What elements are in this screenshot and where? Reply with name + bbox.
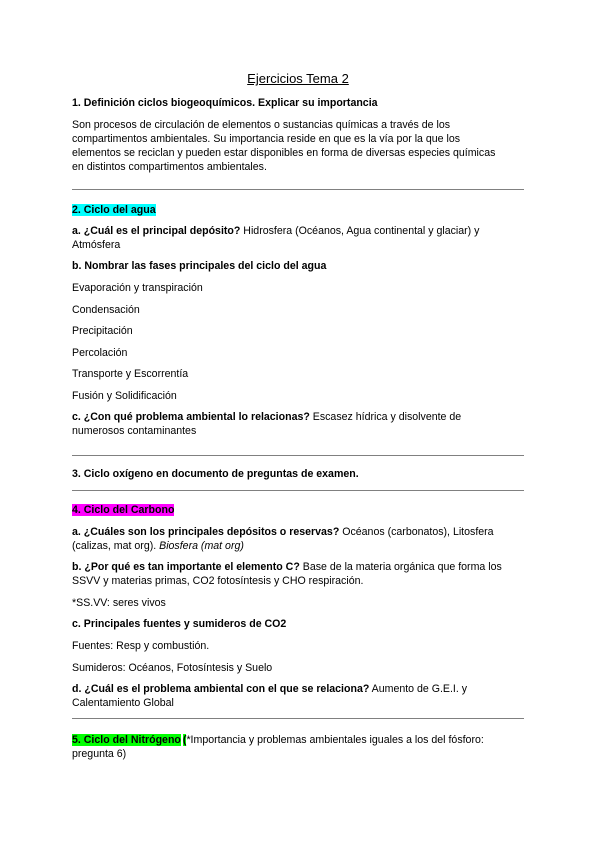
- carbono-heading: 4. Ciclo del Carbono: [72, 504, 175, 516]
- q1-body-line-4: en distintos compartimentos ambientales.: [72, 161, 267, 173]
- carbono-c-question: c. Principales fuentes y sumideros de CO2: [72, 618, 287, 630]
- agua-c-answer: Escasez hídrica y disolvente de: [309, 411, 462, 423]
- agua-b-question: b. Nombrar las fases principales del ciclo del agua: [72, 260, 327, 272]
- section-divider: [72, 490, 524, 491]
- nitrogeno-text: *Importancia y problemas ambientales iguales a los del fósforo:: [186, 734, 484, 746]
- carbono-a-answer: Océanos (carbonatos), Litosfera: [339, 526, 494, 538]
- agua-a-answer-cont: Atmósfera: [72, 239, 121, 251]
- agua-c-question: c. ¿Con qué problema ambiental lo relacionas?: [72, 411, 310, 423]
- fase-item: Condensación: [72, 304, 140, 316]
- carbono-a-answer-italic: Biosfera (mat org): [159, 540, 244, 552]
- carbono-sumideros: Sumideros: Océanos, Fotosíntesis y Suelo: [72, 662, 273, 674]
- fase-item: Percolación: [72, 347, 128, 359]
- agua-a-question: a. ¿Cuál es el principal depósito?: [72, 225, 241, 237]
- carbono-d-answer: Aumento de G.E.I. y: [369, 683, 468, 695]
- carbono-b-question: b. ¿Por qué es tan importante el elemento C?: [72, 561, 300, 573]
- carbono-d-answer-cont: Calentamiento Global: [72, 697, 174, 709]
- carbono-note: *SS.VV: seres vivos: [72, 597, 166, 609]
- q1-body-line-3: elementos se reciclan y pueden estar disponibles en forma de diversas especies químicas: [72, 147, 496, 159]
- section-divider: [72, 455, 524, 456]
- agua-a-row: [72, 224, 524, 238]
- fase-item: Precipitación: [72, 325, 133, 337]
- fase-item: Transporte y Escorrentía: [72, 368, 189, 380]
- fase-item: Evaporación y transpiración: [72, 282, 203, 294]
- fase-item: Fusión y Solidificación: [72, 390, 177, 402]
- nitrogeno-row: [72, 733, 524, 747]
- carbono-b-answer: Base de la materia orgánica que forma los: [299, 561, 502, 573]
- carbono-heading-row: [72, 503, 524, 517]
- carbono-a-row: [72, 525, 524, 539]
- agua-c-answer-cont: numerosos contaminantes: [72, 425, 197, 437]
- nitrogeno-heading: 5. Ciclo del Nitrógeno: [72, 734, 181, 746]
- agua-heading: 2. Ciclo del agua: [72, 204, 156, 216]
- section-divider: [72, 189, 524, 190]
- oxigeno-heading: 3. Ciclo oxígeno en documento de preguntas de examen.: [72, 468, 359, 480]
- agua-c-row: [72, 410, 524, 424]
- carbono-b-row: [72, 560, 524, 574]
- carbono-a-answer-cont: (calizas, mat org).: [72, 540, 160, 552]
- carbono-a-answer-cont-row: [72, 539, 524, 553]
- carbono-a-question: a. ¿Cuáles son los principales depósitos o reservas?: [72, 526, 340, 538]
- carbono-b-answer-cont: SSVV y materias primas, CO2 fotosíntesis y CHO respiración.: [72, 575, 364, 587]
- section-divider: [72, 718, 524, 719]
- agua-a-answer: Hidrosfera (Océanos, Agua continental y glaciar) y: [240, 225, 480, 237]
- nitrogeno-text-cont: pregunta 6): [72, 748, 127, 760]
- carbono-d-row: [72, 682, 524, 696]
- carbono-d-question: d. ¿Cuál es el problema ambiental con el que se relaciona?: [72, 683, 370, 695]
- q1-body-line-2: compartimentos ambientales. Su importancia reside en que es la vía por la que los: [72, 133, 461, 145]
- q1-heading: 1. Definición ciclos biogeoquímicos. Explicar su importancia: [72, 97, 378, 109]
- agua-heading-row: [72, 203, 524, 217]
- q1-body-line-1: Son procesos de circulación de elementos o sustancias químicas a través de los: [72, 119, 451, 131]
- document-title: Ejercicios Tema 2: [247, 71, 349, 86]
- nitrogeno-paren: (: [182, 734, 187, 746]
- carbono-fuentes: Fuentes: Resp y combustión.: [72, 640, 210, 652]
